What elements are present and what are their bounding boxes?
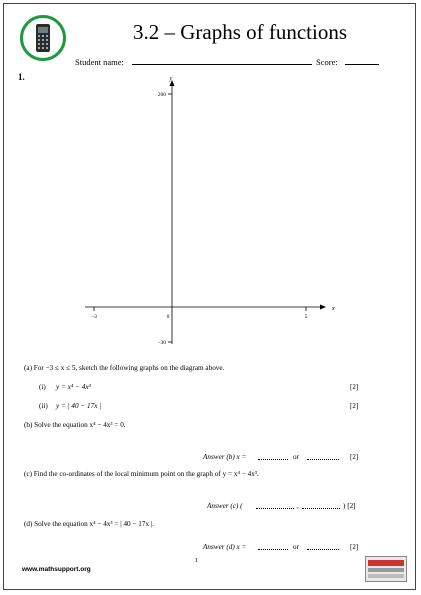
part-d-answer-label: Answer (d) x = [203, 543, 247, 551]
part-d-answer-field-2[interactable] [307, 543, 339, 550]
x-axis-arrow [320, 305, 326, 310]
publisher-badge-icon [365, 556, 407, 582]
part-d-answer-field-1[interactable] [258, 543, 288, 550]
part-b-text: (b) Solve the equation x⁴ − 4x³ = 0. [24, 421, 126, 429]
y-axis-label: y [169, 76, 173, 82]
part-b-answer-label: Answer (b) x = [203, 453, 247, 461]
part-d-text: (d) Solve the equation x⁴ − 4x³ = | 40 − 17x |. [24, 520, 155, 528]
part-b-answer-field-1[interactable] [258, 453, 288, 460]
part-d-marks: [2] [350, 543, 359, 551]
part-c-y-field[interactable] [302, 502, 340, 509]
part-a-ii-label: (ii) [39, 402, 48, 410]
part-c-marks: ) [2] [343, 502, 356, 510]
page-number: 1 [195, 557, 199, 564]
part-d-or: or [293, 543, 299, 551]
part-c-answer-label: Answer (c) ( [207, 502, 243, 510]
part-b-or: or [293, 453, 299, 461]
question-number: 1. [18, 72, 25, 82]
y-tick-label-bottom: −30 [157, 340, 166, 346]
x-tick-label-origin: 0 [166, 314, 170, 320]
part-c-text: (c) Find the co-ordinates of the local minimum point on the graph of y = x⁴ − 4x³. [24, 470, 259, 478]
part-a-i-equation: y = x⁴ − 4x³ [56, 383, 91, 391]
score-label: Score: [316, 57, 338, 67]
student-name-label: Student name: [75, 57, 124, 67]
part-a-i-label: (i) [39, 383, 46, 391]
x-axis-label: x [332, 306, 335, 312]
part-a-ii-marks: [2] [350, 402, 359, 410]
part-c-comma: , [297, 502, 299, 510]
part-a-i-marks: [2] [350, 383, 359, 391]
website-link[interactable]: www.mathsupport.org [22, 566, 91, 573]
x-tick-label-left: −3 [91, 314, 97, 320]
part-c-x-field[interactable] [256, 502, 294, 509]
part-b-answer-field-2[interactable] [307, 453, 339, 460]
worksheet-title: 3.2 – Graphs of functions [132, 20, 348, 44]
part-b-marks: [2] [350, 453, 359, 461]
part-a-text: (a) For −3 ≤ x ≤ 5, sketch the following graphs on the diagram above. [24, 364, 225, 372]
x-tick-label-right: 5 [304, 314, 308, 320]
y-tick-label-top: 200 [157, 92, 166, 98]
part-a-ii-equation: y = | 40 − 17x | [56, 402, 102, 410]
